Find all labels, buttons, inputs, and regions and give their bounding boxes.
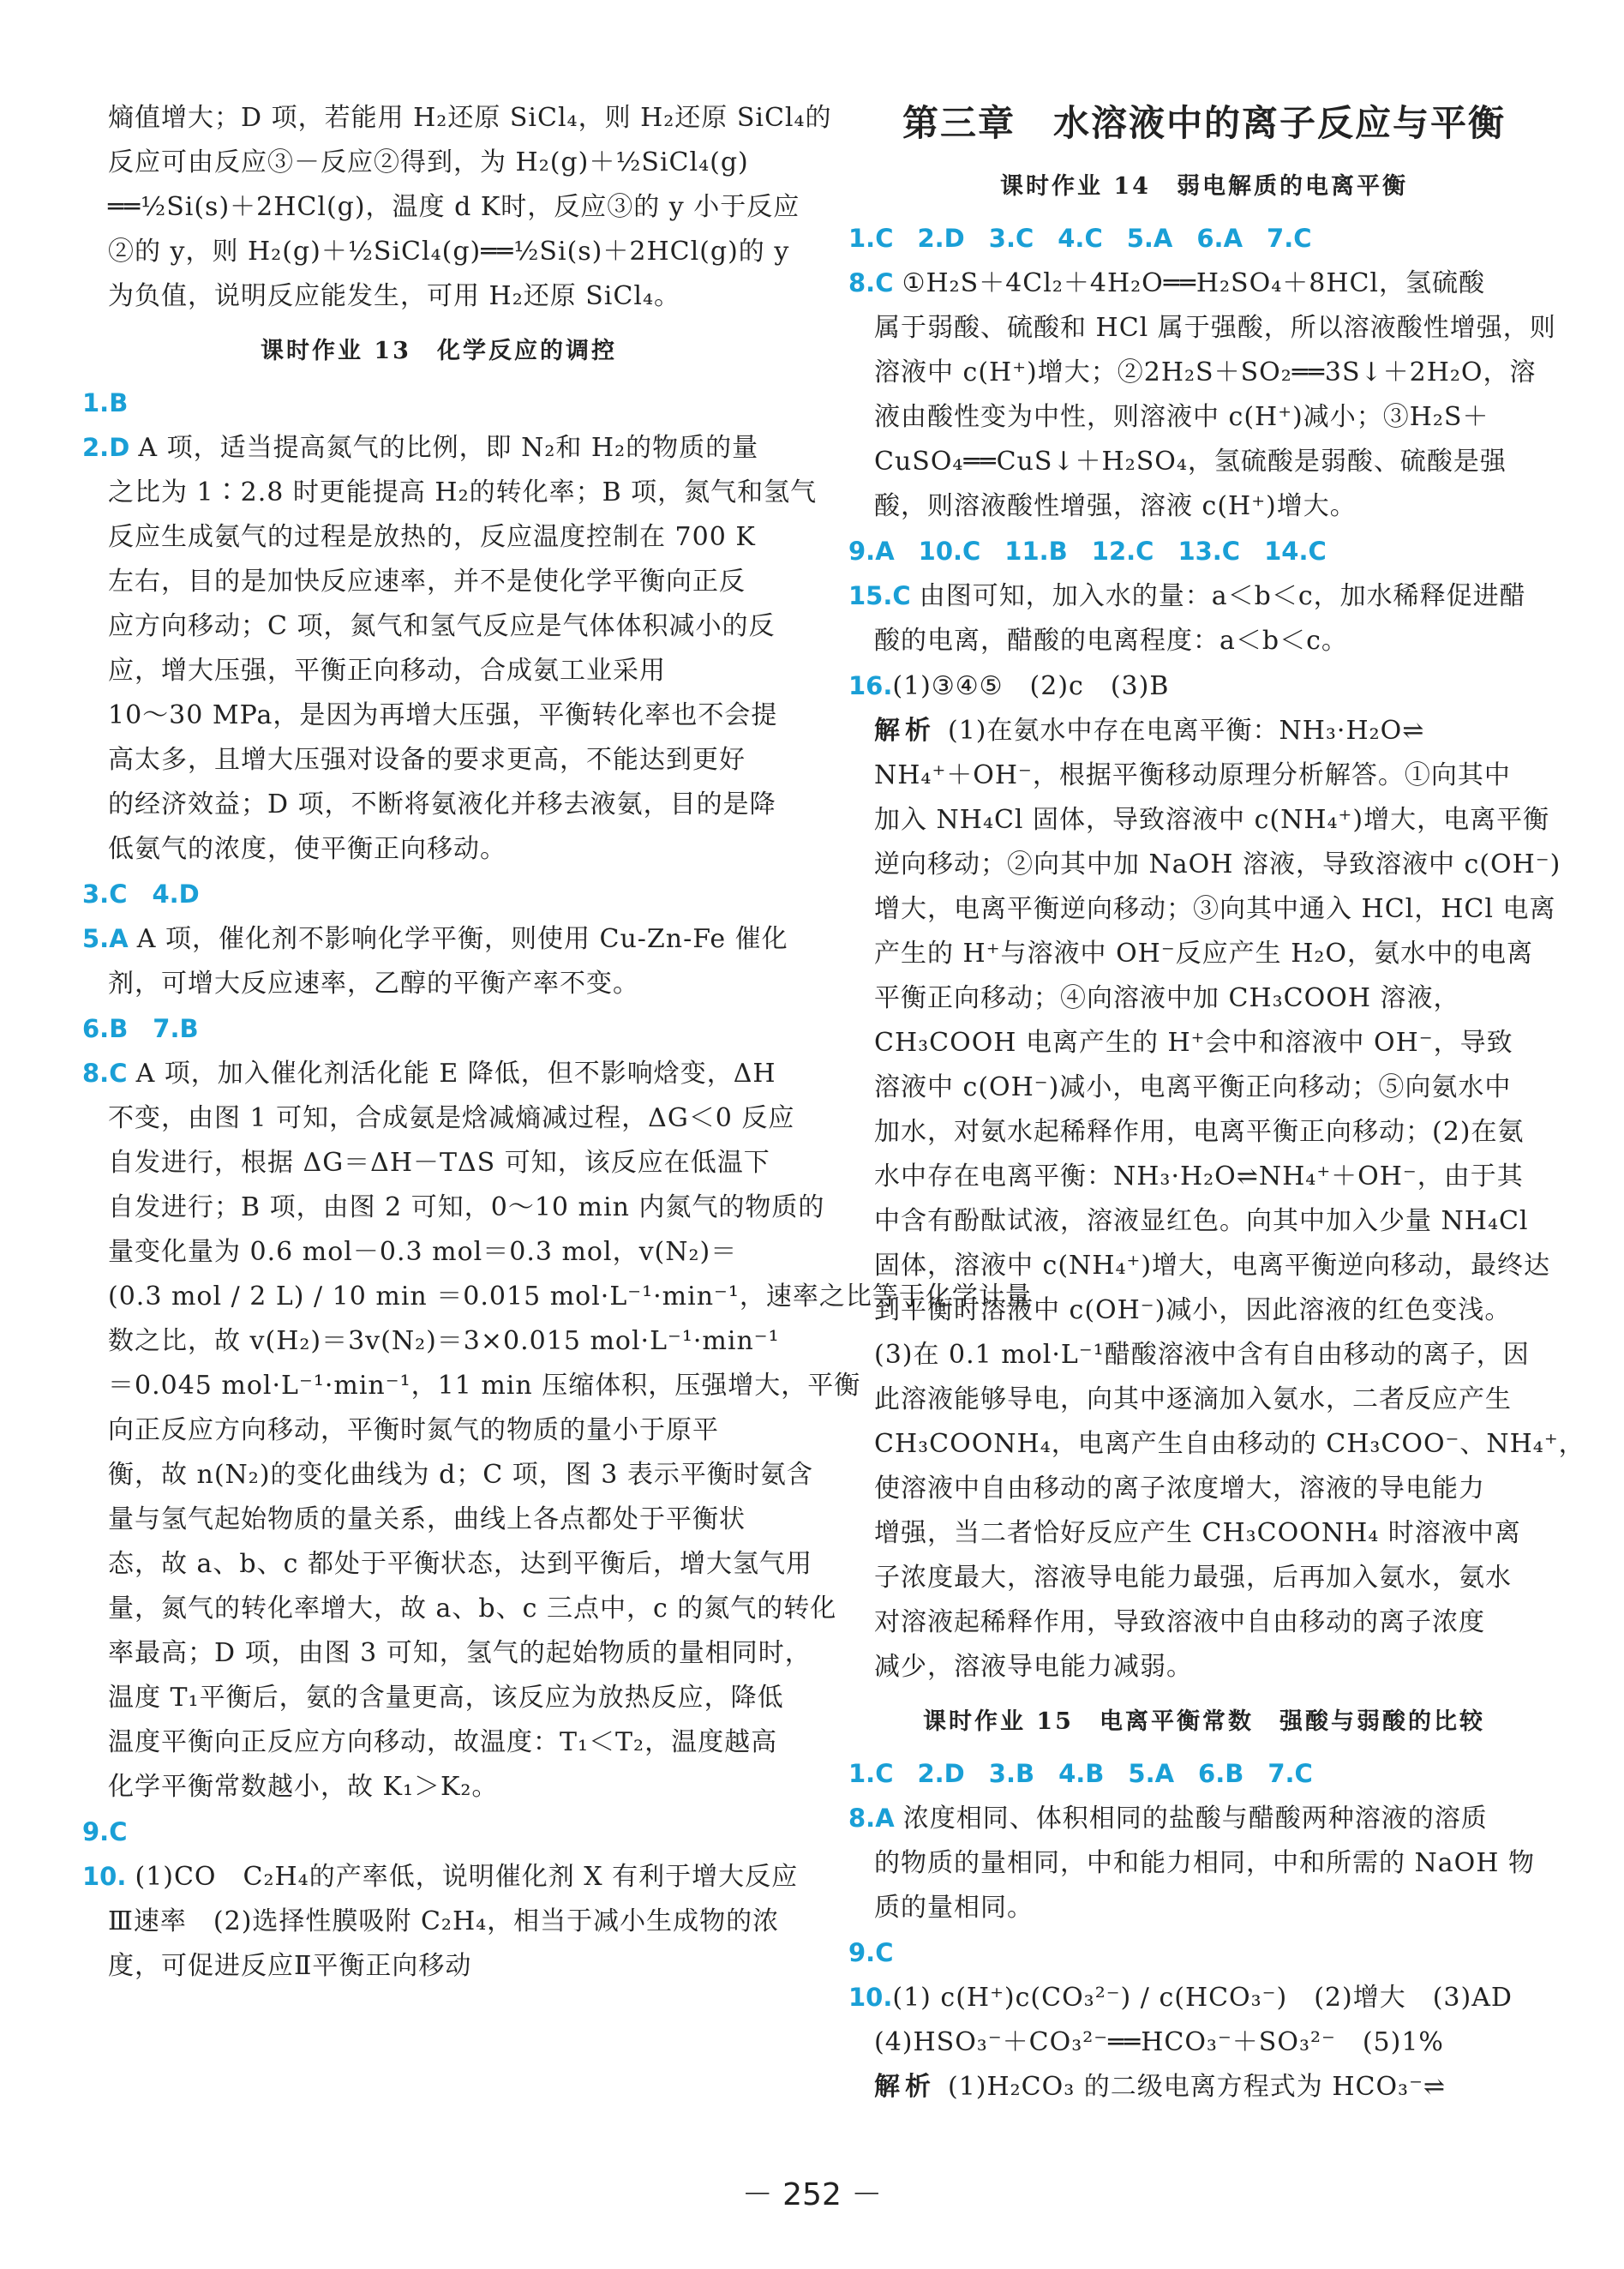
s15-jiexi-text: (1)H₂CO₃ 的二级电离方程式为 HCO₃⁻⇌ <box>948 2072 1447 2102</box>
paragraph-line: 自发进行，根据 ΔG＝ΔH－TΔS 可知，该反应在低温下 <box>108 1148 770 1178</box>
paragraph-line <box>848 261 1560 306</box>
jiexi-label: 解析 <box>874 716 936 746</box>
right-column <box>848 96 1585 2110</box>
paragraph-line: 对溶液起稀释作用，导致溶液中自由移动的离子浓度 <box>874 1607 1485 1637</box>
q16-jiexi-first-text: (1)在氨水中存在电离平衡：NH₃·H₂O⇌ <box>948 716 1425 746</box>
paragraph-line <box>848 1796 1560 1841</box>
paragraph-line: 数之比，故 v(H₂)＝3v(N₂)＝3×0.015 mol·L⁻¹·min⁻¹ <box>108 1326 780 1356</box>
paragraph-line: 温度平衡向正反应方向移动，故温度：T₁＜T₂，温度越高 <box>108 1727 778 1757</box>
answer-item: 6.B <box>1198 1759 1244 1788</box>
answer-item: 4.B <box>1058 1759 1105 1788</box>
paragraph-line: 使溶液中自由移动的离子浓度增大，溶液的导电能力 <box>874 1474 1485 1504</box>
paragraph-line <box>82 1051 795 1096</box>
paragraph-line: (3)在 0.1 mol·L⁻¹醋酸溶液中含有自由移动的离子，因 <box>874 1340 1530 1370</box>
answer-q6-q7: 6.B 7.B <box>82 1014 199 1043</box>
question-number: 10. <box>848 1983 893 2012</box>
answer-q16 <box>848 663 1560 709</box>
chapter-title: 第三章 水溶液中的离子反应与平衡 <box>902 102 1506 144</box>
section-15-title: 课时作业 15 电离平衡常数 强酸与弱酸的比较 <box>923 1708 1485 1735</box>
paragraph-line: Ⅲ速率 (2)选择性膜吸附 C₂H₄，相当于减小生成物的浓 <box>108 1906 780 1936</box>
paragraph-line <box>848 573 1560 619</box>
question-number: 2.D <box>82 433 139 462</box>
paragraph-line: CuSO₄══CuS↓＋H₂SO₄，氢硫酸是弱酸、硫酸是强 <box>874 447 1507 477</box>
answers-1-7 <box>848 216 1560 261</box>
q16-explanation <box>848 753 1585 1690</box>
paragraph-line: 衡，故 n(N₂)的变化曲线为 d；C 项，图 3 表示平衡时氨含 <box>108 1460 813 1490</box>
paragraph-line: 10～30 MPa，是因为再增大压强，平衡转化率也不会提 <box>108 700 778 730</box>
paragraph-line: 剂，可增大反应速率，乙醇的平衡产率不变。 <box>108 969 639 999</box>
paragraph-line: ②的 y，则 H₂(g)＋½SiCl₄(g)══½Si(s)＋2HCl(g)的 y <box>108 237 790 267</box>
paragraph-line: 不变，由图 1 可知，合成氨是焓减熵减过程，ΔG＜0 反应 <box>108 1103 795 1133</box>
paragraph-line: 为负值，说明反应能发生，可用 H₂还原 SiCl₄。 <box>108 281 680 311</box>
s15-q10-first: (1) c(H⁺)c(CO₃²⁻) / c(HCO₃⁻) (2)增大 (3)AD <box>892 1983 1513 2013</box>
answer-item: 11.B <box>1004 537 1068 566</box>
answer-q9: 9.C <box>82 1817 128 1846</box>
answer-q1: 1.B <box>82 388 129 417</box>
paragraph-line: 增大，电离平衡逆向移动；③向其中通入 HCl，HCl 电离 <box>874 894 1556 924</box>
s15-q10-second: (4)HSO₃⁻＋CO₃²⁻══HCO₃⁻＋SO₃²⁻ (5)1% <box>874 2027 1444 2057</box>
answer-item: 7.C <box>1267 1759 1313 1788</box>
s15-answer-q9: 9.C <box>848 1938 894 1967</box>
s15-answers-1-7 <box>848 1751 1560 1796</box>
paragraph-line: 反应可由反应③－反应②得到，为 H₂(g)＋½SiCl₄(g) <box>108 147 749 177</box>
paragraph-line: 酸，则溶液酸性增强，溶液 c(H⁺)增大。 <box>874 491 1357 521</box>
paragraph-line: 率最高；D 项，由图 3 可知，氢气的起始物质的量相同时， <box>108 1638 812 1668</box>
answer-text: (1)CO C₂H₄的产率低，说明催化剂 X 有利于增大反应 <box>135 1862 799 1892</box>
paragraph-line: 自发进行；B 项，由图 2 可知，0～10 min 内氮气的物质的 <box>108 1192 825 1222</box>
paragraph-line: 加水，对氨水起稀释作用，电离平衡正向移动；(2)在氨 <box>874 1117 1525 1147</box>
paragraph-line: 低氨气的浓度，使平衡正向移动。 <box>108 834 506 864</box>
question-number: 10. <box>82 1862 135 1891</box>
paragraph-line: 减少，溶液导电能力减弱。 <box>874 1652 1193 1682</box>
paragraph-line: 量，氮气的转化率增大，故 a、b、c 三点中，c 的氮气的转化 <box>108 1594 837 1624</box>
answer-item: 14.C <box>1264 537 1327 566</box>
answer-text: 由图可知，加入水的量：a＜b＜c，加水稀释促进醋 <box>919 581 1526 611</box>
paragraph-line: 溶液中 c(H⁺)增大；②2H₂S＋SO₂══3S↓＋2H₂O，溶 <box>874 357 1537 387</box>
answers-9-14 <box>848 529 1560 573</box>
paragraph-line: 之比为 1∶2.8 时更能提高 H₂的转化率；B 项，氮气和氢气 <box>108 477 818 507</box>
paragraph-line: ＝0.045 mol·L⁻¹·min⁻¹，11 min 压缩体积，压强增大，平衡 <box>108 1371 861 1401</box>
paragraph-line: 高太多，且增大压强对设备的要求更高，不能达到更好 <box>108 745 746 775</box>
answer-q15 <box>848 573 1560 663</box>
page-number: － 252 － <box>741 2177 883 2212</box>
answer-item: 5.A <box>1128 1759 1175 1788</box>
paragraph-line: (0.3 mol / 2 L) / 10 min ＝0.015 mol·L⁻¹·min⁻¹，速率之比等于化学计量 <box>108 1282 1032 1312</box>
answer-q5 <box>82 916 795 1006</box>
paragraph-line: 水中存在电离平衡：NH₃·H₂O⇌NH₄⁺＋OH⁻，由于其 <box>874 1162 1524 1192</box>
answer-item: 6.A <box>1196 224 1243 253</box>
paragraph-line: 产生的 H⁺与溶液中 OH⁻反应产生 H₂O，氨水中的电离 <box>874 939 1533 969</box>
answer-item: 3.B <box>988 1759 1035 1788</box>
answer-text: ①H₂S＋4Cl₂＋4H₂O══H₂SO₄＋8HCl，氢硫酸 <box>902 268 1486 298</box>
answer-item: 10.C <box>918 537 981 566</box>
section-13-title: 课时作业 13 化学反应的调控 <box>261 338 617 364</box>
paragraph-line: 溶液中 c(OH⁻)减小，电离平衡正向移动；⑤向氨水中 <box>874 1072 1512 1102</box>
section-14-title: 课时作业 14 弱电解质的电离平衡 <box>1000 173 1408 200</box>
q16-explanation-first <box>848 709 1560 753</box>
paragraph-line: 酸的电离，醋酸的电离程度：a＜b＜c。 <box>874 626 1348 656</box>
answer-item: 2.D <box>917 1759 965 1788</box>
question-number: 5.A <box>82 924 137 953</box>
question-number: 16. <box>848 671 893 700</box>
answer-item: 7.C <box>1267 224 1312 253</box>
answer-text: A 项，适当提高氮气的比例，即 N₂和 H₂的物质的量 <box>138 433 759 463</box>
paragraph-line: 态，故 a、b、c 都处于平衡状态，达到平衡后，增大氢气用 <box>108 1549 812 1579</box>
paragraph-line: 向正反应方向移动，平衡时氮气的物质的量小于原平 <box>108 1415 719 1445</box>
paragraph-line: 中含有酚酞试液，溶液显红色。向其中加入少量 NH₄Cl <box>874 1206 1529 1236</box>
paragraph-line: 加入 NH₄Cl 固体，导致溶液中 c(NH₄⁺)增大，电离平衡 <box>874 805 1550 835</box>
paragraph-line: 子浓度最大，溶液导电能力最强，后再加入氨水，氨水 <box>874 1563 1512 1593</box>
paragraph-line: 化学平衡常数越小，故 K₁＞K₂。 <box>108 1772 499 1802</box>
paragraph-line: 应，增大压强，平衡正向移动，合成氨工业采用 <box>108 656 666 686</box>
answer-item: 5.A <box>1126 224 1173 253</box>
paragraph-line: 固体，溶液中 c(NH₄⁺)增大，电离平衡逆向移动，最终达 <box>874 1251 1551 1281</box>
question-number: 8.C <box>82 1059 136 1088</box>
paragraph-line: 平衡正向移动；④向溶液中加 CH₃COOH 溶液， <box>874 983 1460 1013</box>
paragraph-line: 量变化量为 0.6 mol－0.3 mol＝0.3 mol，v(N₂)＝ <box>108 1237 738 1267</box>
paragraph-line: 的经济效益；D 项，不断将氨液化并移去液氨，目的是降 <box>108 789 776 819</box>
answer-q8 <box>848 261 1560 529</box>
answer-item: 9.A <box>848 537 895 566</box>
answer-item: 1.C <box>848 224 894 253</box>
question-number: 15.C <box>848 581 920 610</box>
answer-item: 12.C <box>1091 537 1154 566</box>
paragraph-line <box>82 425 795 471</box>
paragraph-line: 增强，当二者恰好反应产生 CH₃COONH₄ 时溶液中离 <box>874 1518 1521 1548</box>
paragraph-line: NH₄⁺＋OH⁻，根据平衡移动原理分析解答。①向其中 <box>874 760 1511 790</box>
paragraph-line <box>82 916 795 962</box>
answer-item: 4.C <box>1058 224 1103 253</box>
question-number: 8.A <box>848 1804 903 1833</box>
paragraph-line: 度，可促进反应Ⅱ平衡正向移动 <box>108 1951 472 1981</box>
answer-item: 2.D <box>917 224 965 253</box>
answer-item: 13.C <box>1178 537 1241 566</box>
paragraph-line: CH₃COOH 电离产生的 H⁺会中和溶液中 OH⁻，导致 <box>874 1028 1513 1058</box>
answer-item: 3.C <box>988 224 1034 253</box>
paragraph-line: 的物质的量相同，中和能力相同，中和所需的 NaOH 物 <box>874 1848 1535 1878</box>
paragraph-line: 应方向移动；C 项，氮气和氢气反应是气体体积减小的反 <box>108 611 776 641</box>
answer-q3-q4: 3.C 4.D <box>82 879 200 909</box>
q16-answer: (1)③④⑤ (2)c (3)B <box>892 671 1170 701</box>
paragraph-line: 量与氢气起始物质的量关系，曲线上各点都处于平衡状 <box>108 1504 746 1534</box>
s15-answer-q10 <box>848 1975 1560 2020</box>
paragraph-line: 此溶液能够导电，向其中逐滴加入氨水，二者反应产生 <box>874 1384 1512 1414</box>
paragraph-line: ══½Si(s)＋2HCl(g)，温度 d K时，反应③的 y 小于反应 <box>108 192 800 222</box>
answer-q2 <box>82 425 818 872</box>
paragraph-line: 到平衡时溶液中 c(OH⁻)减小，因此溶液的红色变浅。 <box>874 1295 1512 1325</box>
paragraph-line: 熵值增大；D 项，若能用 H₂还原 SiCl₄，则 H₂还原 SiCl₄的 <box>108 103 832 133</box>
paragraph-line: 左右，目的是加快反应速率，并不是使化学平衡向正反 <box>108 567 746 597</box>
paragraph-line <box>82 1854 799 1900</box>
intro-paragraph <box>82 96 832 319</box>
question-number: 8.C <box>848 268 902 297</box>
paragraph-line: 液由酸性变为中性，则溶液中 c(H⁺)减小；③H₂S＋ <box>874 402 1489 432</box>
paragraph-line: 属于弱酸、硫酸和 HCl 属于强酸，所以溶液酸性增强，则 <box>874 313 1556 343</box>
paragraph-line: 逆向移动；②向其中加 NaOH 溶液，导致溶液中 c(OH⁻) <box>874 849 1561 879</box>
paragraph-line: 质的量相同。 <box>874 1893 1034 1923</box>
answer-item: 1.C <box>848 1759 894 1788</box>
answer-text: A 项，加入催化剂活化能 E 降低，但不影响焓变，ΔH <box>135 1059 776 1089</box>
paragraph-line: CH₃COONH₄，电离产生自由移动的 CH₃COO⁻、NH₄⁺， <box>874 1429 1585 1459</box>
paragraph-line: 温度 T₁平衡后，氨的含量更高，该反应为放热反应，降低 <box>108 1683 784 1713</box>
answer-q10 <box>82 1854 799 1989</box>
answer-text: 浓度相同、体积相同的盐酸与醋酸两种溶液的溶质 <box>902 1804 1488 1834</box>
jiexi-label: 解析 <box>874 2072 936 2102</box>
answer-text: A 项，催化剂不影响化学平衡，则使用 Cu-Zn-Fe 催化 <box>136 924 788 954</box>
paragraph-line: 反应生成氨气的过程是放热的，反应温度控制在 700 K <box>108 522 756 552</box>
s15-q10-explanation <box>848 2065 1560 2110</box>
s15-answer-q8 <box>848 1796 1560 1930</box>
